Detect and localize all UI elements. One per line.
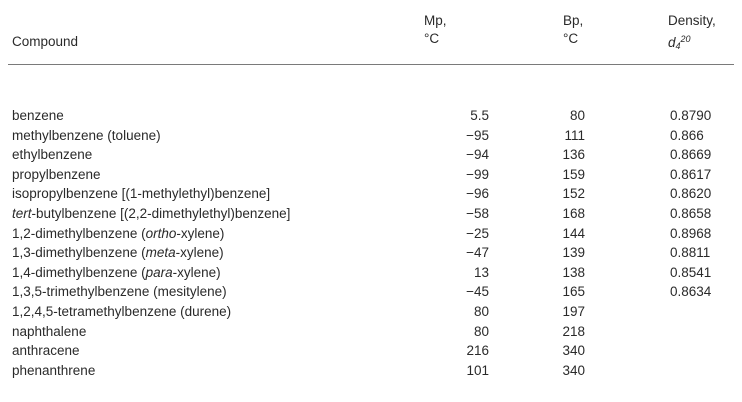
compound-name-text: propylbenzene	[12, 166, 101, 182]
table-row	[0, 145, 742, 165]
header-density-line1: Density,	[668, 13, 716, 28]
table-row	[0, 184, 742, 204]
density-superscript: 20	[680, 34, 691, 44]
melting-point: −58	[466, 205, 489, 221]
density: 0.8968	[670, 225, 712, 241]
density: 0.8541	[670, 264, 712, 280]
compound-name-italic: ortho	[145, 225, 177, 241]
compound-name	[12, 165, 101, 185]
density: 0.8669	[670, 147, 712, 163]
compound-name-text: 1,4-dimethylbenzene (	[12, 264, 146, 280]
compound-name	[12, 263, 221, 283]
table-row	[0, 263, 742, 283]
boiling-point: 152	[562, 186, 585, 202]
density-subscript: 4	[675, 41, 681, 51]
compound-name	[12, 302, 231, 322]
table-row	[0, 126, 742, 146]
boiling-point: 197	[562, 303, 585, 319]
table-row	[0, 341, 742, 361]
melting-point: 101	[466, 362, 489, 378]
density: 0.8634	[670, 284, 712, 300]
compound-name-text-suffix: -xylene)	[176, 225, 225, 241]
compound-name-text: 1,3,5-trimethylbenzene (mesitylene)	[12, 284, 227, 300]
header-density	[668, 12, 716, 55]
compound-name	[12, 204, 290, 224]
density: 0.866	[670, 127, 704, 143]
density: 0.8790	[670, 108, 712, 123]
header-compound	[12, 33, 78, 51]
compound-name	[12, 243, 224, 263]
compound-name	[12, 184, 270, 204]
header-compound-label: Compound	[12, 34, 79, 49]
melting-point: 216	[466, 343, 489, 359]
boiling-point: 136	[562, 147, 585, 163]
compound-name-text: naphthalene	[12, 323, 87, 339]
boiling-point: 138	[562, 264, 585, 280]
compound-name-italic: para	[145, 264, 173, 280]
compound-name	[12, 282, 227, 302]
header-bp-line1: Bp,	[563, 13, 584, 28]
compound-name-text: 1,3-dimethylbenzene (	[12, 245, 146, 261]
density: 0.8658	[670, 205, 712, 221]
compound-name	[12, 224, 224, 244]
compound-name-text: anthracene	[12, 343, 80, 359]
compound-name	[12, 126, 161, 146]
density: 0.8811	[670, 245, 711, 261]
melting-point: −94	[466, 147, 489, 163]
compound-name-text: benzene	[12, 108, 64, 123]
table-row	[0, 165, 742, 185]
header-mp-line1: Mp,	[424, 13, 447, 28]
melting-point: 5.5	[470, 108, 489, 123]
table-row	[0, 302, 742, 322]
compound-name	[12, 341, 80, 361]
compound-name-text: phenanthrene	[12, 362, 96, 378]
boiling-point: 165	[562, 284, 585, 300]
melting-point: −99	[466, 166, 489, 182]
compound-name	[12, 106, 64, 126]
boiling-point: 218	[562, 323, 585, 339]
density: 0.8617	[670, 166, 712, 182]
density-d: d	[668, 35, 676, 50]
header-mp-line2: °C	[424, 31, 440, 46]
boiling-point: 139	[562, 245, 585, 261]
boiling-point: 159	[562, 166, 585, 182]
density: 0.8620	[670, 186, 712, 202]
melting-point: −25	[466, 225, 489, 241]
melting-point: 13	[473, 264, 489, 280]
melting-point: −96	[466, 186, 489, 202]
boiling-point: 144	[562, 225, 585, 241]
boiling-point: 168	[562, 205, 585, 221]
compound-name-italic: meta	[145, 245, 176, 261]
table-row	[0, 204, 742, 224]
melting-point: −95	[466, 127, 489, 143]
boiling-point: 340	[562, 362, 585, 378]
header-bp-line2: °C	[563, 31, 579, 46]
compound-name	[12, 322, 86, 342]
compound-name	[12, 145, 92, 165]
compound-name-text-suffix: -xylene)	[175, 245, 224, 261]
table-row	[0, 361, 742, 381]
melting-point: −45	[466, 284, 489, 300]
compound-name-text: ethylbenzene	[12, 147, 93, 163]
compound-name-text: 1,2,4,5-tetramethylbenzene (durene)	[12, 303, 232, 319]
compound-name	[12, 361, 95, 381]
table-body	[0, 106, 742, 380]
table-row	[0, 106, 742, 126]
compound-name-text-suffix: -butylbenzene [(2,2-dimethylethyl)benzene]	[31, 205, 291, 221]
compound-name-italic: tert	[12, 205, 32, 221]
table-row	[0, 224, 742, 244]
compound-name-text-suffix: -xylene)	[172, 264, 221, 280]
boiling-point: 340	[562, 343, 585, 359]
header-density-symbol	[668, 30, 716, 55]
melting-point: −47	[466, 245, 489, 261]
boiling-point: 80	[569, 108, 585, 123]
table-row	[0, 282, 742, 302]
table-row	[0, 243, 742, 263]
melting-point: 80	[473, 323, 489, 339]
compound-name-text: methylbenzene (toluene)	[12, 127, 161, 143]
header-bp	[563, 12, 583, 48]
header-divider	[8, 64, 734, 65]
melting-point: 80	[473, 303, 489, 319]
boiling-point: 111	[564, 127, 585, 143]
compound-name-text: 1,2-dimethylbenzene (	[12, 225, 146, 241]
table-row	[0, 322, 742, 342]
header-mp	[424, 12, 447, 48]
compound-name-text: isopropylbenzene [(1-methylethyl)benzene]	[12, 186, 271, 202]
